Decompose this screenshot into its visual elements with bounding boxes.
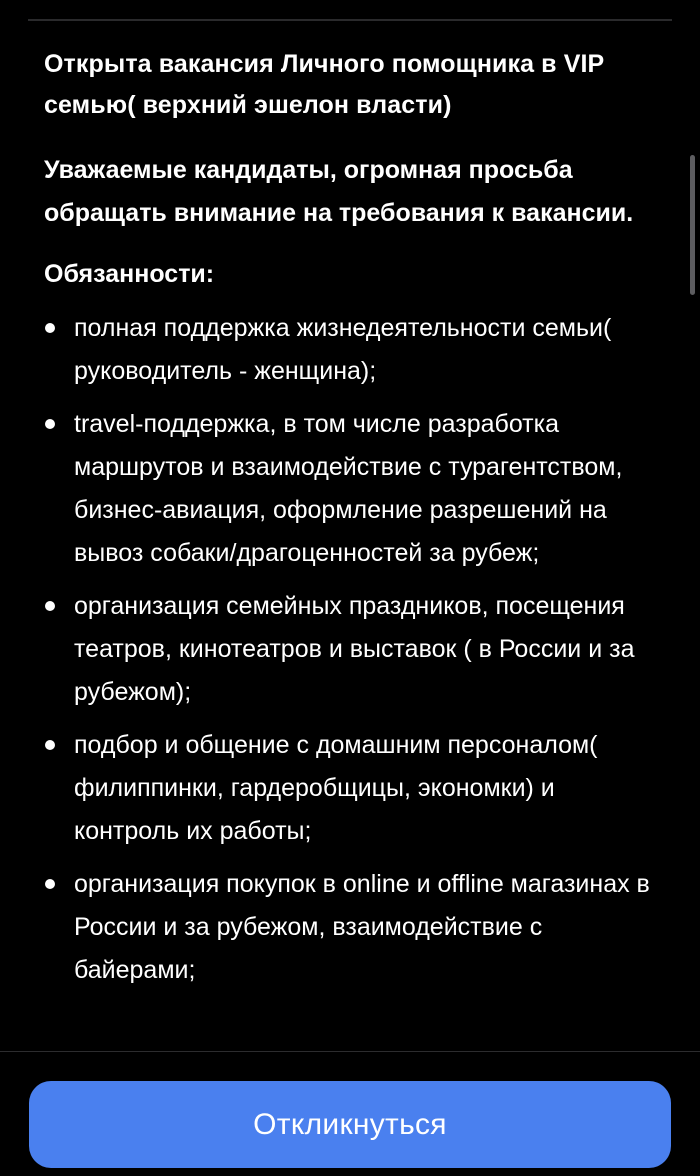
duty-text: организация семейных праздников, посещения театров, кинотеатров и выставок ( в России и за рубежом); [74,592,635,706]
duty-item [44,585,656,714]
duty-item [44,307,656,393]
duty-item [44,724,656,853]
scrollbar[interactable] [690,155,695,295]
bullet-icon [45,740,55,750]
respond-button[interactable] [29,1081,671,1168]
respond-button-label: Откликнуться [253,1107,447,1141]
bullet-icon [45,323,55,333]
vacancy-title: Открыта вакансия Личного помощника в VIP семью( верхний эшелон власти) [44,50,604,119]
bullet-icon [45,879,55,889]
bullet-icon [45,601,55,611]
duty-text: подбор и общение с домашним персоналом( филиппинки, гардеробщицы, экономки) и контроль их работы; [74,731,598,845]
candidate-notice: Уважаемые кандидаты, огромная просьба обращать внимание на требования к вакансии. [44,156,634,227]
duty-item [44,403,656,575]
duties-list [44,307,656,992]
duties-heading: Обязанности: [44,260,215,288]
duty-text: полная поддержка жизнедеятельности семьи( руководитель - женщина); [74,314,612,385]
footer-bar [0,1052,700,1176]
vacancy-content-scroll[interactable] [0,21,700,1051]
duty-text: travel-поддержка, в том числе разработка маршрутов и взаимодействие с турагентством, бизнес-авиация, оформление разрешений на вывоз собаки/драгоценностей за рубеж; [74,410,623,567]
duty-item [44,863,656,992]
duty-text: организация покупок в online и offline магазинах в России и за рубежом, взаимодействие с байерами; [74,870,650,984]
vacancy-description [0,21,700,992]
bullet-icon [45,419,55,429]
